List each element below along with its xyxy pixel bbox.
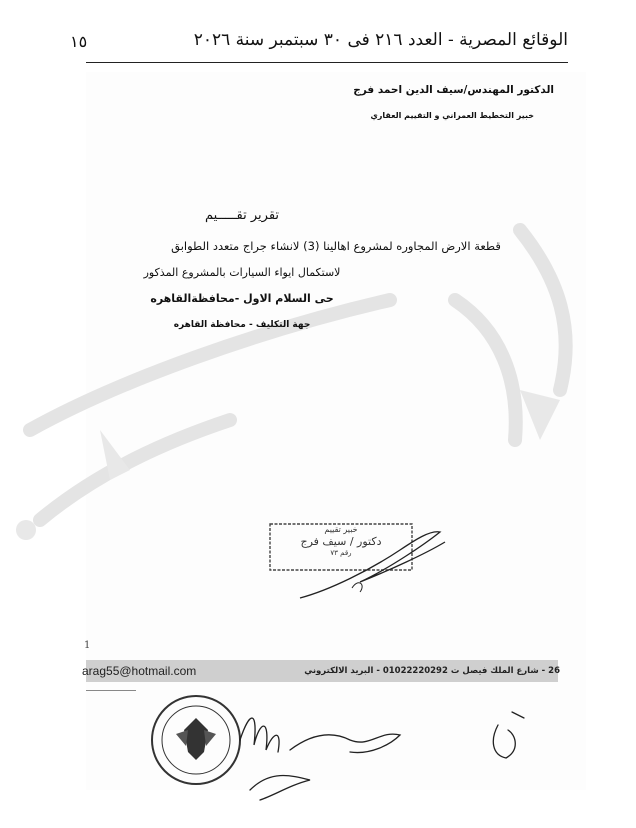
footer-address: 26 - شارع الملك فيصل ت 01022220292 - البريد الالكتروني xyxy=(304,666,560,676)
signature xyxy=(240,520,470,600)
author-title: خبير التخطيط العمراني و التقييم العقاري xyxy=(370,111,534,120)
scanned-document xyxy=(86,72,586,790)
footer-email: arag55@hotmail.com xyxy=(82,664,197,678)
client-line: جهة التكليف - محافظة القاهره xyxy=(173,320,311,330)
report-title: تقرير تقـــــيم xyxy=(204,208,280,223)
location-line: حى السلام الاول -محافظةالقاهره xyxy=(150,292,334,305)
gazette-header xyxy=(70,28,568,56)
author-name: الدكتور المهندس/سيف الدين احمد فرج xyxy=(353,84,554,96)
footer-rule xyxy=(86,690,136,691)
gazette-title: الوقائع المصرية - العدد ٢١٦ فى ٣٠ سبتمبر سنة ٢٠٢٦ xyxy=(193,30,568,50)
subject-line-2: لاستكمال ايواء السيارات بالمشروع المذكور xyxy=(143,266,341,279)
stamp-line-2: دكتور / سيف فرج xyxy=(300,535,382,548)
bottom-signatures xyxy=(230,700,540,810)
stamp-line-1: خبير تقييم xyxy=(324,525,358,534)
header-divider xyxy=(86,62,568,63)
stamp-line-3: رقم ٧٣ xyxy=(330,549,352,557)
page-number: ١٥ xyxy=(70,32,88,51)
page-mark: 1 xyxy=(84,640,91,651)
subject-line-1: قطعة الارض المجاوره لمشروع اهالينا (3) لانشاء جراج متعدد الطوابق xyxy=(171,239,501,253)
